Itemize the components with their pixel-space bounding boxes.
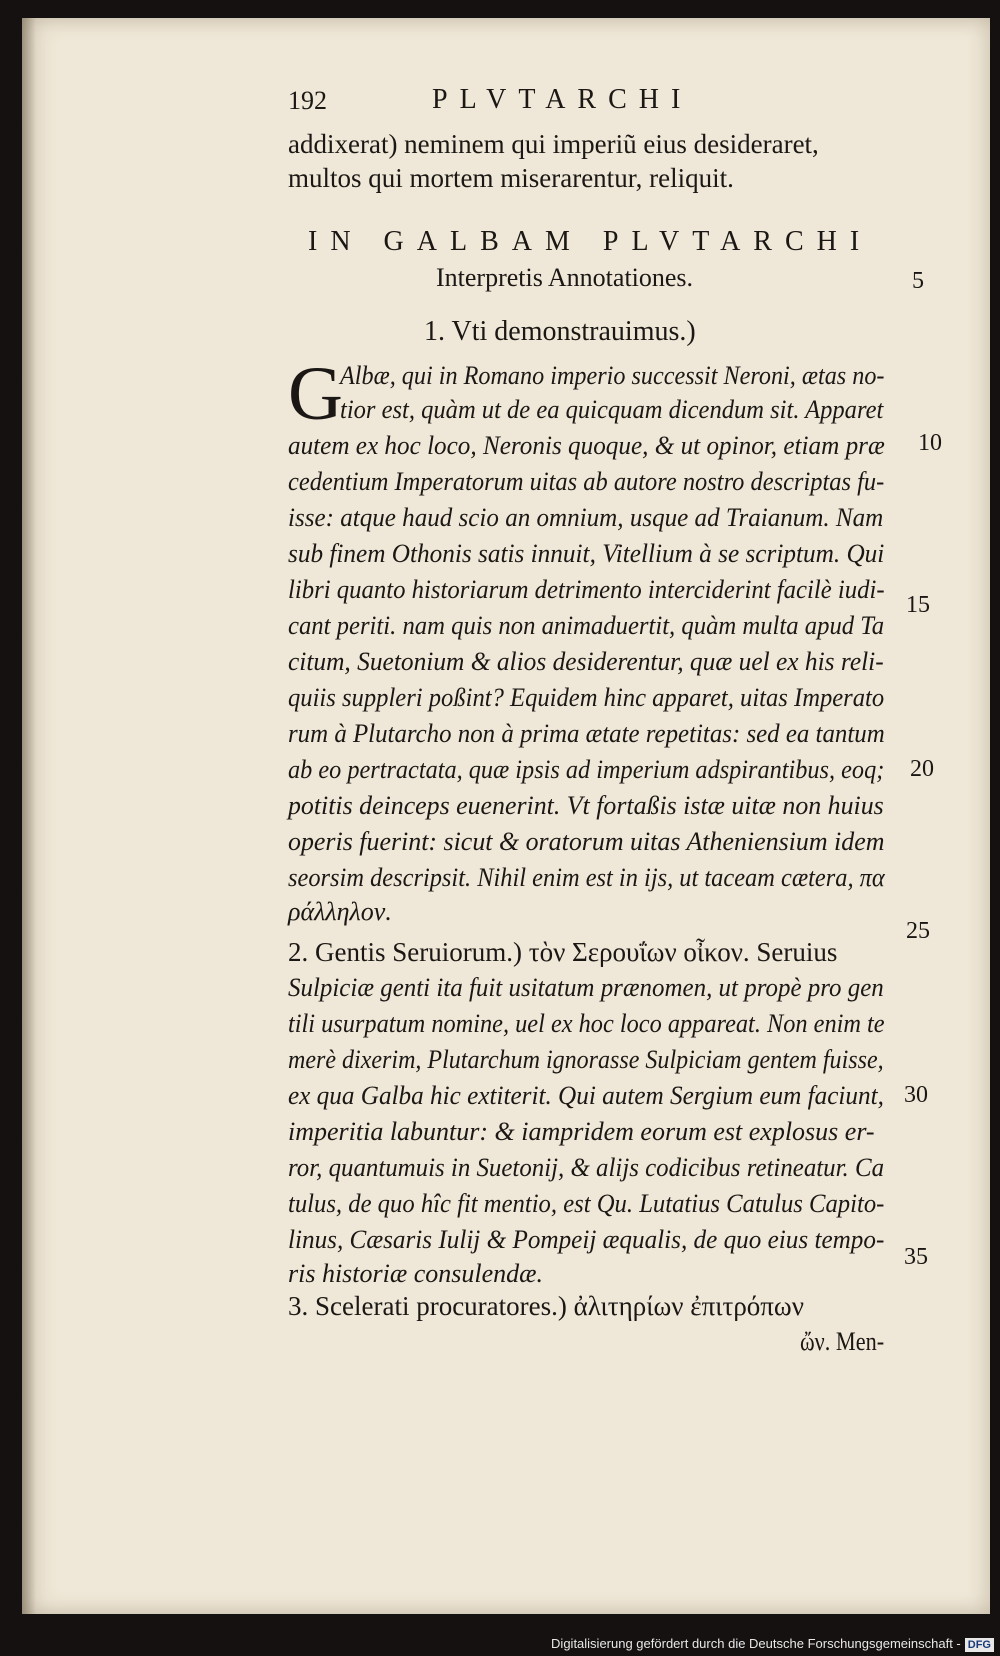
margin-line-number: 15	[906, 592, 930, 618]
text-line: tili usurpatum nomine, uel ex hoc loco appareat. Non enim te	[288, 1009, 885, 1038]
text-line: 2. Gentis Seruiorum.) τὸν Σερουΐων οἶκον. Seruius	[288, 937, 838, 967]
text-line: cant periti. nam quis non animaduertit, quàm multa apud Ta	[288, 611, 885, 640]
text-line: ror, quantumuis in Suetonij, & alijs codicibus retineatur. Ca	[288, 1153, 885, 1182]
digitization-footer	[551, 1636, 994, 1652]
text-line: seorsim descripsit. Nihil enim est in ijs, ut taceam cætera, πα	[288, 863, 885, 892]
text-line: rum à Plutarcho non à prima ætate repetitas: sed ea tantum	[288, 719, 885, 748]
margin-line-number: 20	[910, 756, 934, 782]
section-subtitle: Interpretis Annotationes.	[436, 263, 694, 292]
drop-capital: G	[288, 352, 343, 436]
text-line: potitis deinceps euenerint. Vt fortaßis istæ uitæ non huius	[288, 791, 884, 820]
page-gutter-shadow	[22, 18, 36, 1614]
text-line: sub finem Othonis satis innuit, Vitellium à se scriptum. Qui	[288, 539, 885, 568]
margin-line-number: 5	[912, 268, 924, 294]
text-line: merè dixerim, Plutarchum ignorasse Sulpiciam gentem fuisse,	[288, 1045, 884, 1074]
text-line: operis fuerint: sicut & oratorum uitas Atheniensium idem	[288, 827, 885, 856]
catchword: ὤν. Men-	[800, 1327, 885, 1356]
footer-text: Digitalisierung gefördert durch die Deutsche Forschungsgemeinschaft -	[551, 1636, 961, 1652]
text-line: linus, Cæsaris Iulij & Pompeij æqualis, de quo eius tempo-	[288, 1225, 885, 1254]
text-line: citum, Suetonium & alios desiderentur, quæ uel ex his reli-	[288, 647, 884, 676]
text-line: ris historiæ consulendæ.	[288, 1259, 543, 1288]
margin-line-number: 30	[904, 1082, 928, 1108]
text-line: quiis suppleri poßint? Equidem hinc apparet, uitas Imperato	[288, 683, 885, 712]
text-line: autem ex hoc loco, Neronis quoque, & ut opinor, etiam præ	[288, 431, 885, 460]
note-heading: 3. Scelerati procuratores.) ἀλιτηρίων ἐπιτρόπων	[288, 1291, 804, 1321]
text-line: multos qui mortem miserarentur, reliquit.	[288, 163, 734, 193]
text-line: isse: atque haud scio an omnium, usque ad Traianum. Nam	[288, 503, 884, 532]
text-line: libri quanto historiarum detrimento interciderint facilè iudi-	[288, 575, 885, 604]
text-line: ex qua Galba hic extiterit. Qui autem Sergium eum faciunt,	[288, 1081, 884, 1110]
text-line: addixerat) neminem qui imperiũ eius desideraret,	[288, 129, 819, 159]
text-line: tior est, quàm ut de ea quicquam dicendum sit. Apparet	[340, 395, 884, 424]
text-line: ab eo pertractata, quæ ipsis ad imperium adspirantibus, eoq;	[288, 755, 885, 784]
margin-line-number: 25	[906, 918, 930, 944]
text-line: Sulpiciæ genti ita fuit usitatum prænomen, ut propè pro gen	[288, 973, 884, 1002]
text-line: ράλληλον.	[288, 897, 392, 926]
page-number: 192	[288, 86, 327, 115]
section-title: IN GALBAM PLVTARCHI	[308, 226, 873, 257]
dfg-logo: DFG	[965, 1638, 994, 1652]
text-line: Albæ, qui in Romano imperio successit Neroni, ætas no-	[340, 361, 885, 390]
note-heading: 1. Vti demonstrauimus.)	[424, 316, 696, 347]
text-line: imperitia labuntur: & iampridem eorum est explosus er-	[288, 1117, 875, 1146]
text-line: tulus, de quo hîc fit mentio, est Qu. Lutatius Catulus Capito-	[288, 1189, 885, 1218]
margin-line-number: 10	[918, 430, 942, 456]
margin-line-number: 35	[904, 1244, 928, 1270]
running-head: PLVTARCHI	[432, 84, 693, 115]
text-line: cedentium Imperatorum uitas ab autore nostro descriptas fu-	[288, 467, 885, 496]
